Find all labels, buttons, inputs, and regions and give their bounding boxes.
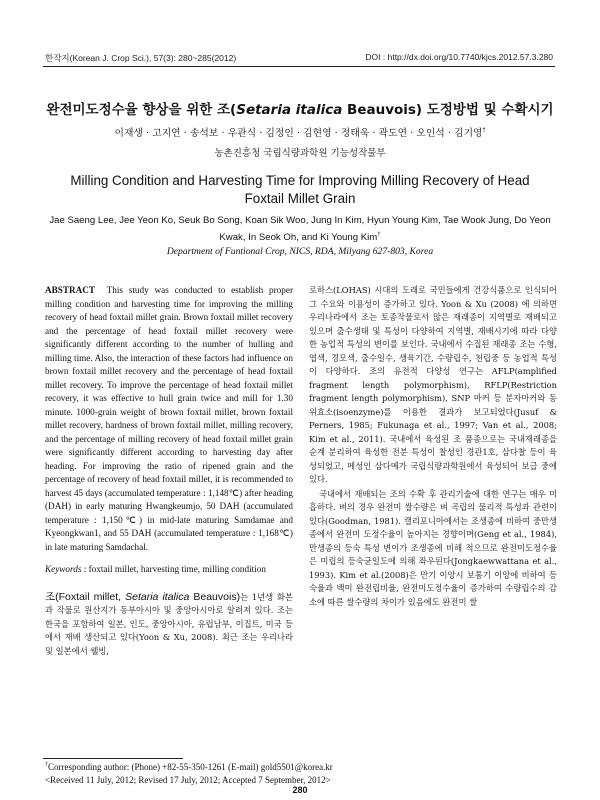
left-column xyxy=(45,284,293,658)
english-affiliation: Department of Funtional Crop, NICS, RDA, Milyang 627-803, Korea xyxy=(166,246,434,257)
footnote-mark: † xyxy=(45,762,48,768)
intro-lead xyxy=(45,591,240,603)
korean-title xyxy=(0,98,600,118)
korean-title-species: Setaria italica xyxy=(236,102,343,118)
intro-text: 는 1년생 화본과 작물로 원산지가 동부아시아 및 중앙아시아로 알려져 있다. 조는 한국을 포함하여 일본, 인도, 중앙아시아, 유럽남부, 이집트, 미국 등에서 재배 생산되고 있다(Yoon & Xu, 2008). 최근 조는 우리나라 및 일본에서 웰빙, xyxy=(45,591,294,656)
intro-lead-species: Setaria italica xyxy=(125,590,190,603)
journal-citation: 한작지(Korean J. Crop Sci.), 57(3): 280~285(2012) xyxy=(45,53,237,63)
right-column xyxy=(309,284,557,609)
abstract xyxy=(45,284,293,554)
korean-title-suffix: Beauvois) 도정방법 및 수확시기 xyxy=(342,102,554,118)
korean-author-list: 이재생 · 고지연 · 송석보 · 우관식 · 김정인 · 김현영 · 정태욱 · 곽도연 · 오인석 · 김기영 xyxy=(114,128,483,139)
page-number: 280 xyxy=(292,785,308,795)
corresponding-mark: † xyxy=(482,126,486,134)
keywords-text: : foxtail millet, harvesting time, milling condition xyxy=(83,564,266,574)
intro-lead-prefix: 조(Foxtail millet, xyxy=(45,590,126,603)
korean-authors xyxy=(0,125,600,139)
korean-title-prefix: 완전미도정수율 향상을 위한 조( xyxy=(46,102,237,118)
english-title: Milling Condition and Harvesting Time for Improving Milling Recovery of Head Foxtail Millet Grain xyxy=(70,173,530,206)
header-rule xyxy=(43,66,555,67)
english-authors xyxy=(40,214,560,245)
english-author-list: Jae Saeng Lee, Jee Yeon Ko, Seuk Bo Song, Koan Sik Woo, Jung In Kim, Hyun Young Kim, Tae Wook Jung, Do Yeon Kwak, In Seok Oh, and Ki Young Kim xyxy=(49,215,551,244)
received-dates: <Received 11 July, 2012; Revised 17 July, 2012; Accepted 7 September, 2012> xyxy=(45,775,331,785)
doi-link[interactable]: DOI : http://dx.doi.org/10.7740/kjcs.2012.57.3.280 xyxy=(365,52,553,62)
intro-paragraph xyxy=(45,591,293,659)
abstract-text: This study was conducted to establish proper milling condition and harvesting time for improving the milling recovery of head foxtail millet grain. Brown foxtail millet recovery and the percentage of head foxtail millet recovery were significantly different according to the number of hulling and milling time. Also, the interaction of these factors had influence on brown foxtail millet recovery and the percentage of head foxtail millet recovery. To improve the percentage of head foxtail millet recovery, it was effective to hull grain twice and mill for 1.30 minute. 1000-grain weight of brown foxtail millet, brown foxtail millet recovery, hardness of brown foxtail millet, milling recovery, and the percentage of milling recovery of head foxtail millet grain were significantly different according to harvesting day after heading. For improving the ratio of ripened grain and the percentage of recovery of head foxtail millet, it is recommended to harvest 45 days (accumulated temperature : 1,148℃) after heading (DAH) in early maturing Hwangkeumjo, 50 DAH (accumulated temperature : 1,150℃) in mid-late maturing Samdamae and Kyeongkwan1, and 55 DAH (accumulated temperature : 1,168℃) in late maturing Samdachal. xyxy=(45,285,294,552)
corresponding-mark-en: † xyxy=(377,232,381,238)
corresponding-text: Corresponding author: (Phone) +82-55-350-1261 (E-mail) gold5501@korea.kr xyxy=(48,762,333,772)
abstract-label: ABSTRACT xyxy=(45,285,96,295)
keywords-label: Keywords xyxy=(45,564,82,574)
footnote-rule xyxy=(43,758,183,759)
right-paragraph-2: 국내에서 재배되는 조의 수확 후 관리기술에 대한 연구는 매우 미흡하다. 벼의 경우 완전미 쌀수량은 벼 곡립의 물리적 특성과 관련이 있다(Goodman, 1981). 캘리포니아에서는 조생종에 비하여 중만생종에서 완전미 도정수율이 높아지는 경향이며(Geng et al., 1984), 만생종의 등숙 특성 변이가 조생종에 비해 적으므로 완전미도정수율은 미립의 등숙균일도에 의해 좌우된다(Jongkaewwattana et al., 1993). Kim et al.(2008)은 만기 이앙시 보통기 이앙에 비하여 등숙율과 백미 완전립비율, 완전미도정수율이 증가하여 수량립수의 감소에 따른 쌀수량의 차이가 있음에도 완전미 쌀 xyxy=(309,488,557,607)
corresponding-footnote xyxy=(45,762,565,772)
right-paragraph-1: 로하스(LOHAS) 시대의 도래로 국민들에게 건강식품으로 인식되어 그 수요와 이용성이 증가하고 있다. Yoon & Xu (2008) 에 의하면 우리나라에서 조는 토종작물로서 많은 재래종이 지역별로 재배되고 있으며 출수생태 및 특성이 다양하여 지역별, 재배시기에 따라 다양한 농업적 특성의 변이를 보인다. 국내에서 수집된 재래종 조는 수형, 엽색, 경모색, 출수일수, 생육기간, 수량립수, 천립중 등 농업적 특성이 다양하다. 조의 유전적 다양성 연구는 AFLP(amplified fragment length polymorphism), RFLP(Restriction fragment length polymorphism), SNP 마커 등 분자마커와 동위효소(isoenzyme)를 이용한 결과가 보고되었다(Jusuf & Perners, 1985; Fukunaga et al., 1997; Van et al., 2008; Kim et al., 2011). 국내에서 육성된 조 품종으로는 국내재래종을 순계 분리하여 육성한 전분 특성이 찰성인 경관1호, 삼다찰 등이 육성되었고, 메성인 삼다메가 국립식량과학원에서 육성되어 보급 중에 있다. xyxy=(309,285,557,484)
intro-lead-suffix: Beauvois) xyxy=(189,590,241,603)
keywords xyxy=(45,563,293,577)
korean-affiliation: 농촌진흥청 국립식량과학원 기능성작물부 xyxy=(214,148,386,159)
